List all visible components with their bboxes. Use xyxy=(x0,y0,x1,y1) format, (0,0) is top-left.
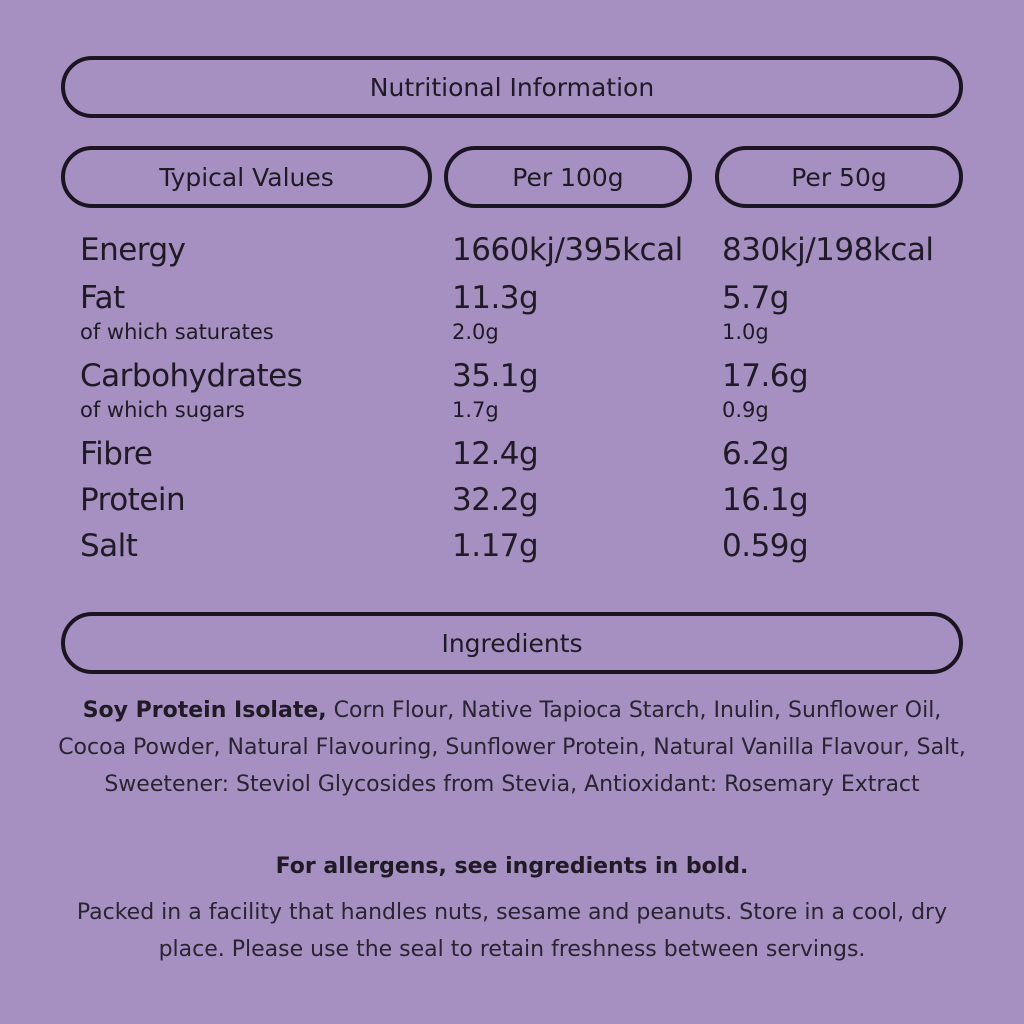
ingredients-list xyxy=(50,692,974,803)
ingredients-heading: Ingredients xyxy=(61,612,963,674)
value-per-50g: 5.7g xyxy=(722,280,789,316)
value-per-100g: 1.17g xyxy=(452,528,539,564)
value-per-100g: 1.7g xyxy=(452,398,499,422)
value-per-100g: 32.2g xyxy=(452,482,539,518)
value-per-50g: 1.0g xyxy=(722,320,769,344)
value-per-100g: 2.0g xyxy=(452,320,499,344)
value-per-50g: 17.6g xyxy=(722,358,809,394)
nutrition-title: Nutritional Information xyxy=(61,56,963,118)
nutrient-label: Fat xyxy=(80,280,125,316)
nutrient-sublabel: of which sugars xyxy=(80,398,245,422)
nutrient-label: Fibre xyxy=(80,436,153,472)
allergen-notice: For allergens, see ingredients in bold. xyxy=(275,854,749,879)
nutrient-label: Protein xyxy=(80,482,186,518)
value-per-100g: 11.3g xyxy=(452,280,539,316)
column-header-per-50g: Per 50g xyxy=(715,146,963,208)
nutrient-label: Salt xyxy=(80,528,138,564)
column-header-per-100g: Per 100g xyxy=(444,146,692,208)
value-per-100g: 12.4g xyxy=(452,436,539,472)
nutrient-label: Energy xyxy=(80,232,186,268)
value-per-50g: 16.1g xyxy=(722,482,809,518)
nutrient-sublabel: of which saturates xyxy=(80,320,274,344)
value-per-50g: 0.9g xyxy=(722,398,769,422)
value-per-100g: 35.1g xyxy=(452,358,539,394)
value-per-50g: 0.59g xyxy=(722,528,809,564)
value-per-50g: 830kj/198kcal xyxy=(722,232,934,268)
nutrient-label: Carbohydrates xyxy=(80,358,303,394)
value-per-50g: 6.2g xyxy=(722,436,789,472)
column-header-typical-values: Typical Values xyxy=(61,146,432,208)
storage-notice: Packed in a facility that handles nuts, sesame and peanuts. Store in a cool, dry place. Please use the seal to retain freshness between servings. xyxy=(76,900,948,962)
value-per-100g: 1660kj/395kcal xyxy=(452,232,683,268)
ingredients-text: Corn Flour, Native Tapioca Starch, Inulin, Sunflower Oil, Cocoa Powder, Natural Flavouring, Sunflower Protein, Natural Vanilla Flavour, Salt, Sweetener: Steviol Glycosides from Stevia, Antioxidant: Rosemary Extract xyxy=(58,698,966,797)
allergen-ingredient: Soy Protein Isolate, xyxy=(82,698,327,723)
